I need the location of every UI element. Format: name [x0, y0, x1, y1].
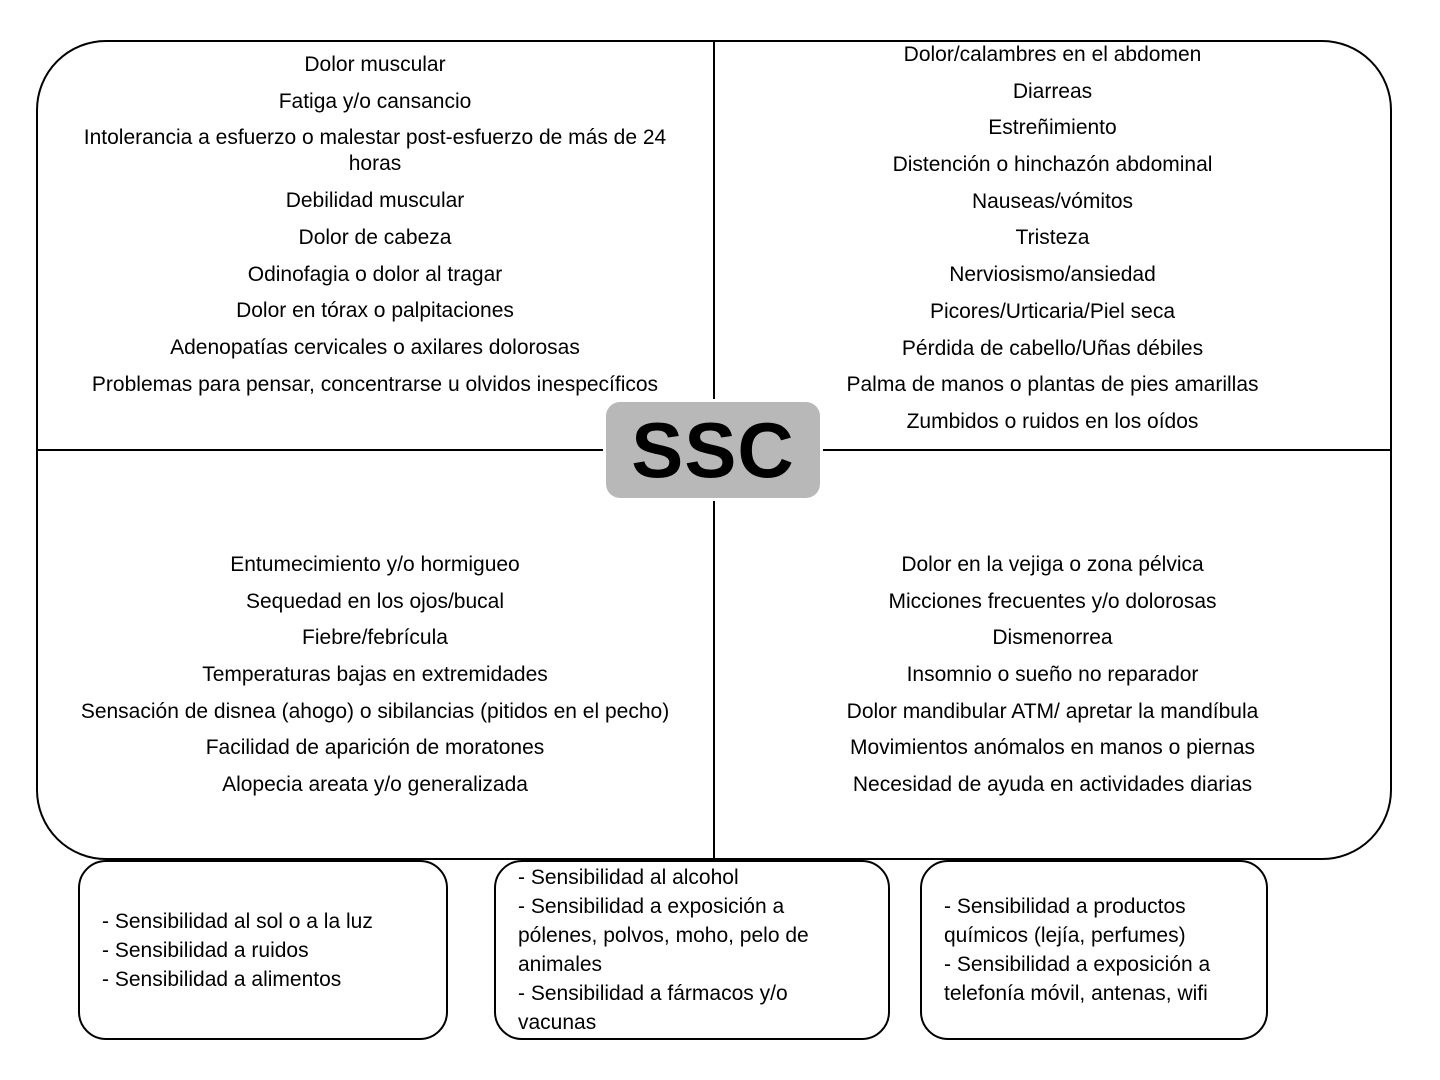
symptom-item: Pérdida de cabello/Uñas débiles	[901, 336, 1204, 360]
symptom-item: Movimientos anómalos en manos o piernas	[849, 736, 1256, 760]
symptom-item: Necesidad de ayuda en actividades diarias	[852, 773, 1253, 797]
symptom-item: Odinofagia o dolor al tragar	[247, 262, 503, 286]
symptom-item: Dismenorrea	[992, 626, 1113, 650]
note-line: - Sensibilidad a productos químicos (lejía, perfumes)	[944, 895, 1186, 947]
note-line: - Sensibilidad a ruidos	[102, 938, 309, 962]
symptom-item: Sequedad en los ojos/bucal	[245, 589, 505, 613]
sensitivity-note-box	[78, 860, 448, 1040]
symptom-item: Zumbidos o ruidos en los oídos	[906, 409, 1199, 433]
note-line: - Sensibilidad a fármacos y/o vacunas	[518, 982, 788, 1034]
quadrant-top-right	[720, 42, 1385, 446]
symptom-item: Insomnio o sueño no reparador	[906, 663, 1199, 687]
symptom-item: Micciones frecuentes y/o dolorosas	[888, 589, 1217, 613]
symptom-item: Fiebre/febrícula	[302, 626, 448, 650]
note-line: - Sensibilidad a exposición a pólenes, polvos, moho, pelo de animales	[518, 895, 809, 976]
center-badge: SSC	[606, 402, 820, 498]
symptom-item: Dolor/calambres en el abdomen	[903, 43, 1202, 66]
quadrant-top-left	[70, 52, 680, 409]
quadrant-bottom-left	[60, 552, 690, 809]
symptom-item: Dolor en la vejiga o zona pélvica	[901, 553, 1204, 576]
sensitivity-note-box	[920, 860, 1268, 1040]
note-line: - Sensibilidad a exposición a telefonía móvil, antenas, wifi	[944, 953, 1211, 1005]
symptom-item: Nauseas/vómitos	[971, 189, 1134, 213]
symptom-item: Nerviosismo/ansiedad	[949, 263, 1156, 287]
note-line: - Sensibilidad al sol o a la luz	[102, 909, 373, 933]
symptom-item: Dolor muscular	[304, 53, 446, 76]
quadrant-bottom-right	[720, 552, 1385, 809]
symptom-item: Tristeza	[1015, 226, 1090, 250]
note-line: - Sensibilidad a alimentos	[102, 967, 342, 991]
symptom-item: Picores/Urticaria/Piel seca	[929, 299, 1176, 323]
symptom-item: Entumecimiento y/o hormigueo	[230, 553, 520, 576]
symptom-item: Palma de manos o plantas de pies amarillas	[846, 373, 1259, 397]
symptom-item: Alopecia areata y/o generalizada	[222, 773, 528, 797]
symptom-item: Debilidad muscular	[285, 189, 465, 213]
symptom-item: Facilidad de aparición de moratones	[205, 736, 545, 760]
symptom-item: Estreñimiento	[988, 116, 1117, 140]
symptom-item: Temperaturas bajas en extremidades	[202, 663, 548, 687]
symptom-item: Problemas para pensar, concentrarse u olvidos inespecíficos	[91, 372, 659, 396]
symptom-item: Diarreas	[1012, 79, 1093, 103]
symptom-item: Adenopatías cervicales o axilares dolorosas	[170, 336, 580, 360]
symptom-item: Dolor mandibular ATM/ apretar la mandíbula	[846, 699, 1259, 723]
symptom-item: Fatiga y/o cansancio	[278, 89, 472, 113]
symptom-item: Sensación de disnea (ahogo) o sibilancias (pitidos en el pecho)	[80, 699, 670, 723]
symptom-item: Distención o hinchazón abdominal	[892, 153, 1213, 177]
symptom-item: Dolor en tórax o palpitaciones	[236, 299, 514, 323]
symptom-item: Dolor de cabeza	[298, 226, 452, 250]
symptom-item: Intolerancia a esfuerzo o malestar post-esfuerzo de más de 24 horas	[83, 126, 667, 176]
note-line: - Sensibilidad al alcohol	[518, 866, 739, 889]
sensitivity-note-box	[494, 860, 890, 1040]
